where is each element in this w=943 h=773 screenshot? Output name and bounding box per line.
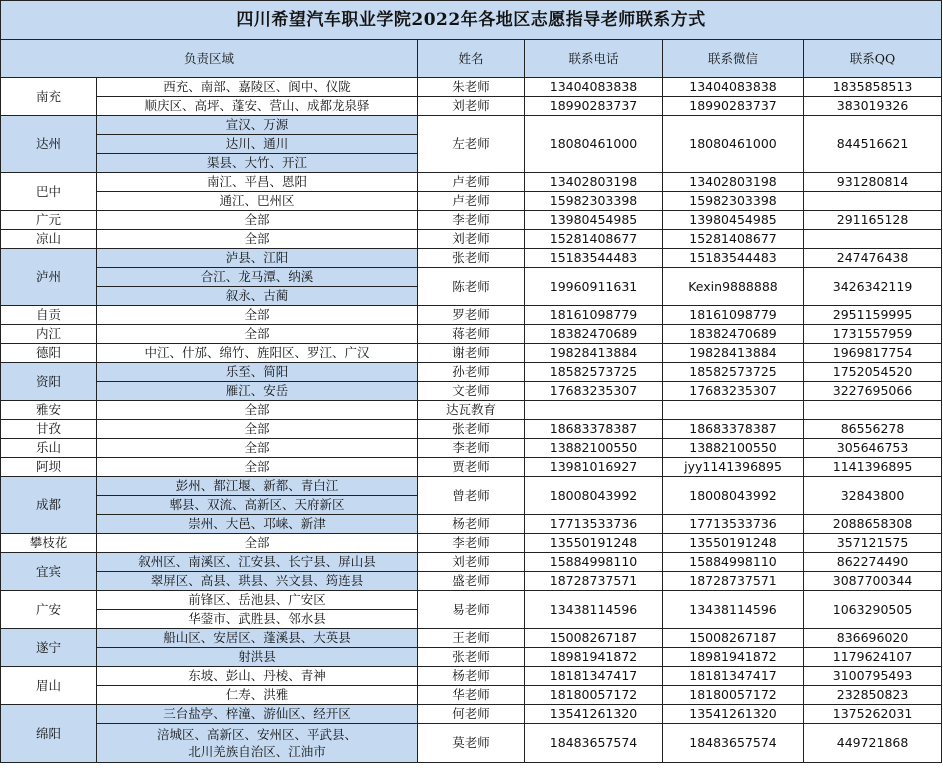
city-cell: 凉山 xyxy=(1,230,97,249)
wechat-cell: 13980454985 xyxy=(663,211,804,230)
area-cell: 全部 xyxy=(97,230,418,249)
name-cell: 李老师 xyxy=(418,211,525,230)
area-cell: 叙永、古蔺 xyxy=(97,287,418,306)
phone-cell: 18990283737 xyxy=(525,97,663,116)
wechat-cell: 18582573725 xyxy=(663,363,804,382)
area-cell: 全部 xyxy=(97,439,418,458)
area-cell: 宣汉、万源 xyxy=(97,116,418,135)
table-row xyxy=(1,230,942,249)
area-cell: 达川、通川 xyxy=(97,135,418,154)
area-cell xyxy=(97,724,418,763)
phone-cell: 18382470689 xyxy=(525,325,663,344)
phone-cell: 15982303398 xyxy=(525,192,663,211)
phone-cell: 13438114596 xyxy=(525,591,663,629)
qq-cell: 3227695066 xyxy=(804,382,942,401)
phone-cell: 13981016927 xyxy=(525,458,663,477)
wechat-cell: 19828413884 xyxy=(663,344,804,363)
area-cell: 通江、巴州区 xyxy=(97,192,418,211)
name-cell: 卢老师 xyxy=(418,192,525,211)
name-cell: 张老师 xyxy=(418,420,525,439)
phone-cell: 18981941872 xyxy=(525,648,663,667)
qq-cell: 1179624107 xyxy=(804,648,942,667)
area-cell: 东坡、彭山、丹棱、青神 xyxy=(97,667,418,686)
qq-cell: 1375262031 xyxy=(804,705,942,724)
city-cell: 内江 xyxy=(1,325,97,344)
area-cell: 全部 xyxy=(97,211,418,230)
city-cell: 遂宁 xyxy=(1,629,97,667)
area-cell: 合江、龙马潭、纳溪 xyxy=(97,268,418,287)
header-row xyxy=(1,40,942,78)
qq-cell: 305646753 xyxy=(804,439,942,458)
table-row xyxy=(1,629,942,648)
qq-cell: 2951159995 xyxy=(804,306,942,325)
wechat-cell: 18382470689 xyxy=(663,325,804,344)
name-cell: 盛老师 xyxy=(418,572,525,591)
phone-cell: 18008043992 xyxy=(525,477,663,515)
wechat-cell: 15884998110 xyxy=(663,553,804,572)
area-cell: 崇州、大邑、邛崃、新津 xyxy=(97,515,418,534)
name-cell: 刘老师 xyxy=(418,97,525,116)
area-cell: 渠县、大竹、开江 xyxy=(97,154,418,173)
qq-cell: 32843800 xyxy=(804,477,942,515)
area-cell: 射洪县 xyxy=(97,648,418,667)
area-cell: 彭州、都江堰、新都、青白江 xyxy=(97,477,418,496)
wechat-cell: 17713533736 xyxy=(663,515,804,534)
area-cell: 顺庆区、高坪、蓬安、营山、成都龙泉驿 xyxy=(97,97,418,116)
city-cell: 眉山 xyxy=(1,667,97,705)
qq-cell: 1752054520 xyxy=(804,363,942,382)
name-cell: 莫老师 xyxy=(418,724,525,763)
name-cell: 易老师 xyxy=(418,591,525,629)
city-cell: 攀枝花 xyxy=(1,534,97,553)
area-cell: 全部 xyxy=(97,534,418,553)
area-cell: 船山区、安居区、蓬溪县、大英县 xyxy=(97,629,418,648)
wechat-cell xyxy=(663,401,804,420)
phone-cell: 13541261320 xyxy=(525,705,663,724)
qq-cell: 1731557959 xyxy=(804,325,942,344)
wechat-cell: 18161098779 xyxy=(663,306,804,325)
area-cell: 前锋区、岳池县、广安区 xyxy=(97,591,418,610)
wechat-cell: 18008043992 xyxy=(663,477,804,515)
wechat-cell: 15281408677 xyxy=(663,230,804,249)
phone-cell: 13402803198 xyxy=(525,173,663,192)
phone-cell: 15281408677 xyxy=(525,230,663,249)
city-cell: 德阳 xyxy=(1,344,97,363)
qq-cell: 1141396895 xyxy=(804,458,942,477)
city-cell: 自贡 xyxy=(1,306,97,325)
table-row xyxy=(1,705,942,724)
qq-cell: 86556278 xyxy=(804,420,942,439)
name-cell: 刘老师 xyxy=(418,230,525,249)
table-row xyxy=(1,515,942,534)
table-row xyxy=(1,363,942,382)
qq-cell xyxy=(804,401,942,420)
header-name: 姓名 xyxy=(418,40,525,78)
table-row xyxy=(1,401,942,420)
qq-cell: 931280814 xyxy=(804,173,942,192)
qq-cell xyxy=(804,192,942,211)
qq-cell: 383019326 xyxy=(804,97,942,116)
wechat-cell: 13438114596 xyxy=(663,591,804,629)
city-cell: 甘孜 xyxy=(1,420,97,439)
phone-cell: 15183544483 xyxy=(525,249,663,268)
qq-cell: 836696020 xyxy=(804,629,942,648)
area-cell: 仁寿、洪雅 xyxy=(97,686,418,705)
city-cell: 资阳 xyxy=(1,363,97,401)
qq-cell xyxy=(804,230,942,249)
phone-cell: 19828413884 xyxy=(525,344,663,363)
area-cell: 泸县、江阳 xyxy=(97,249,418,268)
phone-cell: 18582573725 xyxy=(525,363,663,382)
table-row xyxy=(1,534,942,553)
area-cell: 中江、什邡、绵竹、旌阳区、罗江、广汉 xyxy=(97,344,418,363)
name-cell: 罗老师 xyxy=(418,306,525,325)
table-row xyxy=(1,97,942,116)
qq-cell: 357121575 xyxy=(804,534,942,553)
name-cell: 杨老师 xyxy=(418,515,525,534)
wechat-cell: 13882100550 xyxy=(663,439,804,458)
table-row xyxy=(1,78,942,97)
area-cell: 全部 xyxy=(97,401,418,420)
city-cell: 巴中 xyxy=(1,173,97,211)
phone-cell: 18728737571 xyxy=(525,572,663,591)
city-cell: 宜宾 xyxy=(1,553,97,591)
table-row xyxy=(1,648,942,667)
phone-cell xyxy=(525,401,663,420)
area-cell: 叙州区、南溪区、江安县、长宁县、屏山县 xyxy=(97,553,418,572)
area-cell: 华蓥市、武胜县、邻水县 xyxy=(97,610,418,629)
phone-cell: 13882100550 xyxy=(525,439,663,458)
area-cell: 南江、平昌、恩阳 xyxy=(97,173,418,192)
area-cell: 全部 xyxy=(97,420,418,439)
name-cell: 蒋老师 xyxy=(418,325,525,344)
area-cell: 全部 xyxy=(97,325,418,344)
area-cell: 翠屏区、高县、珙县、兴文县、筠连县 xyxy=(97,572,418,591)
table-row xyxy=(1,667,942,686)
table-row xyxy=(1,173,942,192)
area-cell: 乐至、简阳 xyxy=(97,363,418,382)
wechat-cell: 18990283737 xyxy=(663,97,804,116)
city-cell: 达州 xyxy=(1,116,97,173)
table-row xyxy=(1,344,942,363)
name-cell: 朱老师 xyxy=(418,78,525,97)
table-row xyxy=(1,458,942,477)
name-cell: 曾老师 xyxy=(418,477,525,515)
header-wechat: 联系微信 xyxy=(663,40,804,78)
wechat-cell: 18180057172 xyxy=(663,686,804,705)
table-row xyxy=(1,192,942,211)
area-cell: 全部 xyxy=(97,306,418,325)
qq-cell: 232850823 xyxy=(804,686,942,705)
area-line: 涪城区、高新区、安州区、平武县、 xyxy=(156,727,357,742)
table-row xyxy=(1,724,942,763)
city-cell: 阿坝 xyxy=(1,458,97,477)
phone-cell: 18483657574 xyxy=(525,724,663,763)
wechat-cell: 15982303398 xyxy=(663,192,804,211)
table-row xyxy=(1,477,942,496)
name-cell: 文老师 xyxy=(418,382,525,401)
qq-cell: 862274490 xyxy=(804,553,942,572)
area-cell: 郫县、双流、高新区、天府新区 xyxy=(97,496,418,515)
wechat-cell: 18181347417 xyxy=(663,667,804,686)
name-cell: 李老师 xyxy=(418,534,525,553)
phone-cell: 13404083838 xyxy=(525,78,663,97)
header-area: 负责区域 xyxy=(1,40,418,78)
city-cell: 雅安 xyxy=(1,401,97,420)
qq-cell: 3087700344 xyxy=(804,572,942,591)
phone-cell: 15008267187 xyxy=(525,629,663,648)
page-title: 四川希望汽车职业学院2022年各地区志愿指导老师联系方式 xyxy=(1,1,942,40)
table-row xyxy=(1,572,942,591)
qq-cell: 1063290505 xyxy=(804,591,942,629)
header-qq: 联系QQ xyxy=(804,40,942,78)
table-row xyxy=(1,382,942,401)
phone-cell: 17683235307 xyxy=(525,382,663,401)
phone-cell: 15884998110 xyxy=(525,553,663,572)
city-cell: 南充 xyxy=(1,78,97,116)
wechat-cell: 18981941872 xyxy=(663,648,804,667)
table-row xyxy=(1,306,942,325)
name-cell: 张老师 xyxy=(418,648,525,667)
city-cell: 广安 xyxy=(1,591,97,629)
phone-cell: 18181347417 xyxy=(525,667,663,686)
name-cell: 何老师 xyxy=(418,705,525,724)
qq-cell: 3426342119 xyxy=(804,268,942,306)
wechat-cell: Kexin9888888 xyxy=(663,268,804,306)
wechat-cell: 18683378387 xyxy=(663,420,804,439)
table-row xyxy=(1,325,942,344)
area-cell: 三台盐亭、梓潼、游仙区、经开区 xyxy=(97,705,418,724)
area-line: 北川羌族自治区、江油市 xyxy=(188,744,326,759)
qq-cell: 3100795493 xyxy=(804,667,942,686)
phone-cell: 13550191248 xyxy=(525,534,663,553)
name-cell: 王老师 xyxy=(418,629,525,648)
wechat-cell: 13402803198 xyxy=(663,173,804,192)
city-cell: 广元 xyxy=(1,211,97,230)
table-row xyxy=(1,686,942,705)
phone-cell: 18683378387 xyxy=(525,420,663,439)
wechat-cell: jyy1141396895 xyxy=(663,458,804,477)
name-cell: 李老师 xyxy=(418,439,525,458)
phone-cell: 18161098779 xyxy=(525,306,663,325)
area-cell: 西充、南部、嘉陵区、阆中、仪陇 xyxy=(97,78,418,97)
qq-cell: 2088658308 xyxy=(804,515,942,534)
table-row xyxy=(1,211,942,230)
city-cell: 乐山 xyxy=(1,439,97,458)
table-row xyxy=(1,420,942,439)
qq-cell: 247476438 xyxy=(804,249,942,268)
header-phone: 联系电话 xyxy=(525,40,663,78)
city-cell: 泸州 xyxy=(1,249,97,306)
qq-cell: 291165128 xyxy=(804,211,942,230)
name-cell: 谢老师 xyxy=(418,344,525,363)
qq-cell: 1969817754 xyxy=(804,344,942,363)
name-cell: 陈老师 xyxy=(418,268,525,306)
table-row xyxy=(1,591,942,610)
name-cell: 刘老师 xyxy=(418,553,525,572)
phone-cell: 18180057172 xyxy=(525,686,663,705)
table-row xyxy=(1,439,942,458)
qq-cell: 449721868 xyxy=(804,724,942,763)
city-cell: 绵阳 xyxy=(1,705,97,763)
wechat-cell: 18728737571 xyxy=(663,572,804,591)
name-cell: 华老师 xyxy=(418,686,525,705)
title-row xyxy=(1,1,942,40)
name-cell: 卢老师 xyxy=(418,173,525,192)
phone-cell: 19960911631 xyxy=(525,268,663,306)
area-cell: 雁江、安岳 xyxy=(97,382,418,401)
table-row xyxy=(1,553,942,572)
table-row xyxy=(1,116,942,135)
wechat-cell: 13550191248 xyxy=(663,534,804,553)
phone-cell: 17713533736 xyxy=(525,515,663,534)
wechat-cell: 18483657574 xyxy=(663,724,804,763)
city-cell: 成都 xyxy=(1,477,97,534)
table-row xyxy=(1,249,942,268)
wechat-cell: 15183544483 xyxy=(663,249,804,268)
name-cell: 左老师 xyxy=(418,116,525,173)
qq-cell: 844516621 xyxy=(804,116,942,173)
wechat-cell: 15008267187 xyxy=(663,629,804,648)
phone-cell: 13980454985 xyxy=(525,211,663,230)
area-cell: 全部 xyxy=(97,458,418,477)
name-cell: 贾老师 xyxy=(418,458,525,477)
name-cell: 达瓦教育 xyxy=(418,401,525,420)
phone-cell: 18080461000 xyxy=(525,116,663,173)
wechat-cell: 17683235307 xyxy=(663,382,804,401)
wechat-cell: 13404083838 xyxy=(663,78,804,97)
qq-cell: 1835858513 xyxy=(804,78,942,97)
name-cell: 杨老师 xyxy=(418,667,525,686)
wechat-cell: 13541261320 xyxy=(663,705,804,724)
name-cell: 张老师 xyxy=(418,249,525,268)
wechat-cell: 18080461000 xyxy=(663,116,804,173)
name-cell: 孙老师 xyxy=(418,363,525,382)
table-row xyxy=(1,268,942,287)
